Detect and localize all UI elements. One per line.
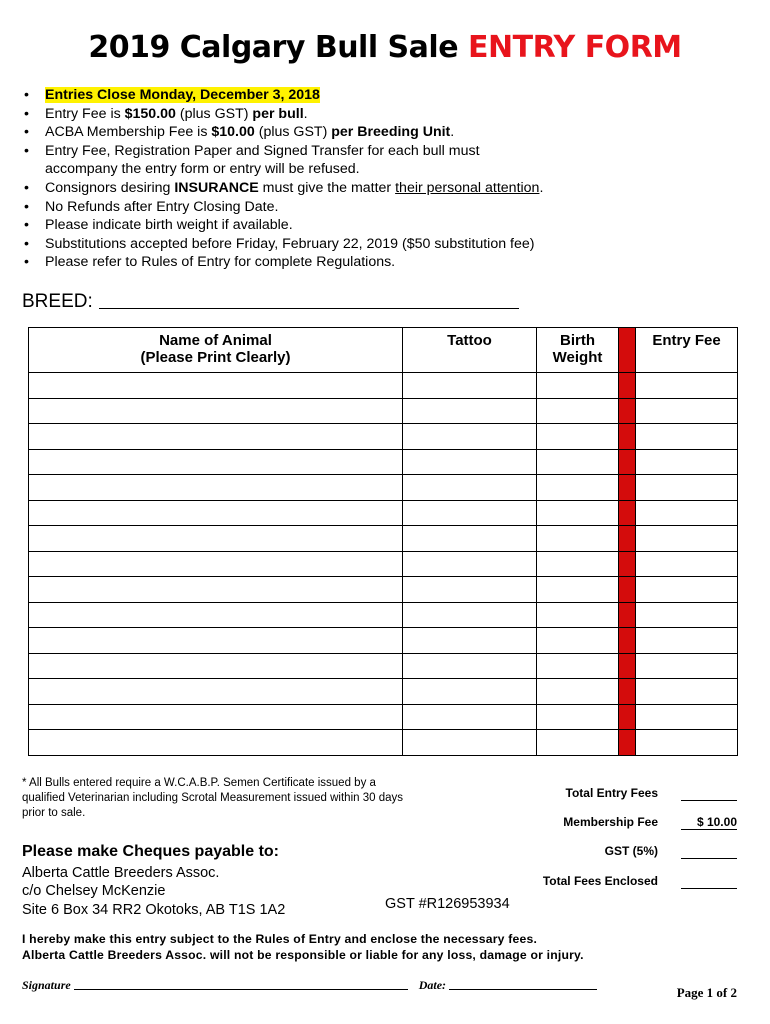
table-row: [29, 449, 738, 475]
cell-red-marker: [619, 679, 636, 705]
cell-name[interactable]: [29, 398, 403, 424]
cell-entry-fee[interactable]: [636, 475, 738, 501]
cell-name[interactable]: [29, 730, 403, 756]
breed-field: [22, 290, 519, 313]
cell-entry-fee[interactable]: [636, 398, 738, 424]
cell-tattoo[interactable]: [403, 475, 537, 501]
rule-item: [22, 105, 742, 124]
cell-entry-fee[interactable]: [636, 679, 738, 705]
column-header-name-line2: (Please Print Clearly): [140, 349, 291, 366]
breed-label: BREED:: [22, 291, 93, 312]
declaration-line-2: Alberta Cattle Breeders Assoc. will not be responsible or liable for any loss, damage or injury.: [22, 948, 584, 962]
column-header-name: [29, 328, 403, 373]
cell-birth-weight[interactable]: [537, 679, 619, 705]
fee-row-total-entry: [500, 786, 740, 804]
cell-name[interactable]: [29, 449, 403, 475]
cell-name[interactable]: [29, 551, 403, 577]
rule-item: [22, 235, 742, 254]
cell-entry-fee[interactable]: [636, 602, 738, 628]
cell-entry-fee[interactable]: [636, 526, 738, 552]
date-label: Date:: [418, 978, 447, 992]
cell-tattoo[interactable]: [403, 500, 537, 526]
cell-birth-weight[interactable]: [537, 475, 619, 501]
cell-tattoo[interactable]: [403, 424, 537, 450]
cell-red-marker: [619, 398, 636, 424]
rule-text-bold: INSURANCE: [174, 179, 259, 196]
cheque-heading: Please make Cheques payable to:: [22, 843, 279, 860]
table-row: [29, 577, 738, 603]
table-row: [29, 730, 738, 756]
cheque-payee-block: [22, 843, 285, 919]
cell-tattoo[interactable]: [403, 602, 537, 628]
cell-red-marker: [619, 628, 636, 654]
cell-name[interactable]: [29, 704, 403, 730]
table-row: [29, 628, 738, 654]
cell-name[interactable]: [29, 424, 403, 450]
membership-fee-value: $ 10.00: [681, 815, 737, 830]
cell-birth-weight[interactable]: [537, 373, 619, 399]
rule-text-underlined: their personal attention: [395, 179, 540, 196]
gst-label: GST (5%): [604, 844, 658, 858]
cell-tattoo[interactable]: [403, 398, 537, 424]
cell-birth-weight[interactable]: [537, 551, 619, 577]
cell-entry-fee[interactable]: [636, 653, 738, 679]
payee-contact: c/o Chelsey McKenzie: [22, 883, 166, 899]
total-entry-fees-field[interactable]: [681, 786, 737, 801]
cell-red-marker: [619, 449, 636, 475]
cell-tattoo[interactable]: [403, 577, 537, 603]
table-row: [29, 424, 738, 450]
gst-number: GST #R126953934: [385, 896, 510, 912]
table-row: [29, 526, 738, 552]
declaration-line-1: I hereby make this entry subject to the Rules of Entry and enclose the necessary fees.: [22, 932, 538, 946]
rule-text: ACBA Membership Fee is: [45, 124, 212, 141]
fee-row-membership: [500, 815, 740, 833]
rule-item: [22, 216, 742, 235]
page-number: Page 1 of 2: [676, 985, 737, 1000]
table-row: [29, 602, 738, 628]
cell-birth-weight[interactable]: [537, 577, 619, 603]
cell-name[interactable]: [29, 373, 403, 399]
cell-birth-weight[interactable]: [537, 704, 619, 730]
cell-entry-fee[interactable]: [636, 449, 738, 475]
rule-text: Please refer to Rules of Entry for complete Regulations.: [45, 254, 396, 271]
rule-text-bold: per bull: [252, 105, 304, 122]
rule-text: .: [539, 179, 544, 196]
cell-name[interactable]: [29, 500, 403, 526]
cell-birth-weight[interactable]: [537, 730, 619, 756]
column-header-entry-fee: Entry Fee: [636, 328, 738, 373]
fee-row-total-enclosed: [500, 874, 740, 892]
signature-line[interactable]: [74, 978, 408, 990]
rule-text: (plus GST): [254, 124, 332, 141]
cell-entry-fee[interactable]: [636, 373, 738, 399]
rule-text: Please indicate birth weight if available.: [45, 217, 293, 234]
payee-address: Site 6 Box 34 RR2 Okotoks, AB T1S 1A2: [22, 901, 286, 918]
semen-certificate-note: * All Bulls entered require a W.C.A.B.P. Semen Certificate issued by a qualified Veterinarian including Scrotal Measurement issued within 30 days prior to sale.: [22, 777, 403, 819]
rule-item: [22, 179, 742, 198]
table-row: [29, 373, 738, 399]
cell-entry-fee[interactable]: [636, 424, 738, 450]
rule-item: [22, 86, 742, 105]
table-row: [29, 551, 738, 577]
rule-text: Entry Fee, Registration Paper and Signed Transfer for each bull must: [45, 142, 480, 159]
column-header-birth-line1: Birth: [560, 332, 595, 349]
cell-tattoo[interactable]: [403, 679, 537, 705]
cell-birth-weight[interactable]: [537, 526, 619, 552]
cell-red-marker: [619, 373, 636, 399]
cell-entry-fee[interactable]: [636, 577, 738, 603]
cell-birth-weight[interactable]: [537, 500, 619, 526]
gst-field[interactable]: [681, 844, 737, 859]
rule-item: [22, 198, 742, 217]
rule-item: [22, 142, 742, 179]
cell-tattoo[interactable]: [403, 449, 537, 475]
cell-birth-weight[interactable]: [537, 449, 619, 475]
table-header-row: [29, 328, 738, 373]
rules-list: [22, 86, 742, 272]
column-header-name-line1: Name of Animal: [159, 332, 272, 349]
cell-entry-fee[interactable]: [636, 704, 738, 730]
cell-tattoo[interactable]: [403, 628, 537, 654]
column-header-birth-weight: [537, 328, 619, 373]
rule-text-bold: per Breeding Unit: [331, 124, 451, 141]
cell-entry-fee[interactable]: [636, 551, 738, 577]
rule-text: Substitutions accepted before Friday, February 22, 2019 ($50 substitution fee): [45, 235, 535, 252]
form-title-main: 2019 Calgary Bull Sale: [88, 30, 459, 65]
rule-item: [22, 123, 742, 142]
cell-red-marker: [619, 500, 636, 526]
cell-birth-weight[interactable]: [537, 628, 619, 654]
total-entry-fees-label: Total Entry Fees: [565, 786, 658, 800]
cell-red-marker: [619, 475, 636, 501]
cell-name[interactable]: [29, 602, 403, 628]
cell-tattoo[interactable]: [403, 653, 537, 679]
rule-text: No Refunds after Entry Closing Date.: [45, 198, 279, 215]
cell-entry-fee[interactable]: [636, 628, 738, 654]
cell-tattoo[interactable]: [403, 526, 537, 552]
fee-row-gst: [500, 844, 740, 862]
cell-tattoo[interactable]: [403, 704, 537, 730]
breed-input-line[interactable]: [99, 290, 519, 309]
cell-entry-fee[interactable]: [636, 730, 738, 756]
membership-fee-label: Membership Fee: [563, 815, 658, 829]
cell-red-marker: [619, 653, 636, 679]
cell-red-marker: [619, 602, 636, 628]
cell-name[interactable]: [29, 577, 403, 603]
cell-birth-weight[interactable]: [537, 653, 619, 679]
signature-label: Signature: [22, 978, 71, 992]
cell-name[interactable]: [29, 628, 403, 654]
cell-name[interactable]: [29, 679, 403, 705]
total-fees-enclosed-field[interactable]: [681, 874, 737, 889]
cell-red-marker: [619, 577, 636, 603]
cell-tattoo[interactable]: [403, 551, 537, 577]
table-row: [29, 475, 738, 501]
cell-red-marker: [619, 424, 636, 450]
red-marker-column-header: [619, 328, 636, 373]
rule-text-bold: $10.00: [211, 124, 255, 141]
payee-name: Alberta Cattle Breeders Assoc.: [22, 864, 220, 881]
declaration: [22, 931, 742, 963]
rule-text: (plus GST): [175, 105, 253, 122]
form-title: [0, 30, 770, 65]
rule-text-bold: $150.00: [124, 105, 176, 122]
cell-entry-fee[interactable]: [636, 500, 738, 526]
cell-name[interactable]: [29, 653, 403, 679]
entries-table-body: [29, 373, 738, 756]
entries-close-highlight: Entries Close Monday, December 3, 2018: [45, 87, 320, 103]
form-title-accent: ENTRY FORM: [468, 30, 682, 65]
cell-tattoo[interactable]: [403, 730, 537, 756]
entries-table: [28, 327, 738, 756]
table-row: [29, 500, 738, 526]
rule-text: .: [303, 105, 308, 122]
cell-birth-weight[interactable]: [537, 398, 619, 424]
cell-birth-weight[interactable]: [537, 424, 619, 450]
column-header-birth-line2: Weight: [552, 349, 603, 366]
table-row: [29, 653, 738, 679]
column-header-tattoo: Tattoo: [403, 328, 537, 373]
cell-name[interactable]: [29, 475, 403, 501]
table-row: [29, 679, 738, 705]
cell-birth-weight[interactable]: [537, 602, 619, 628]
rule-text: .: [450, 124, 455, 141]
rule-item: [22, 253, 742, 272]
cell-red-marker: [619, 526, 636, 552]
table-row: [29, 398, 738, 424]
rule-text: Consignors desiring: [45, 179, 175, 196]
total-fees-enclosed-label: Total Fees Enclosed: [542, 874, 658, 888]
rule-text: must give the matter: [258, 179, 396, 196]
cell-red-marker: [619, 551, 636, 577]
cell-tattoo[interactable]: [403, 373, 537, 399]
cell-name[interactable]: [29, 526, 403, 552]
date-line[interactable]: [449, 978, 597, 990]
cell-red-marker: [619, 704, 636, 730]
cell-red-marker: [619, 730, 636, 756]
rule-text: accompany the entry form or entry will be refused.: [45, 161, 360, 178]
table-row: [29, 704, 738, 730]
signature-row: [22, 978, 597, 993]
rule-text: Entry Fee is: [45, 105, 125, 122]
